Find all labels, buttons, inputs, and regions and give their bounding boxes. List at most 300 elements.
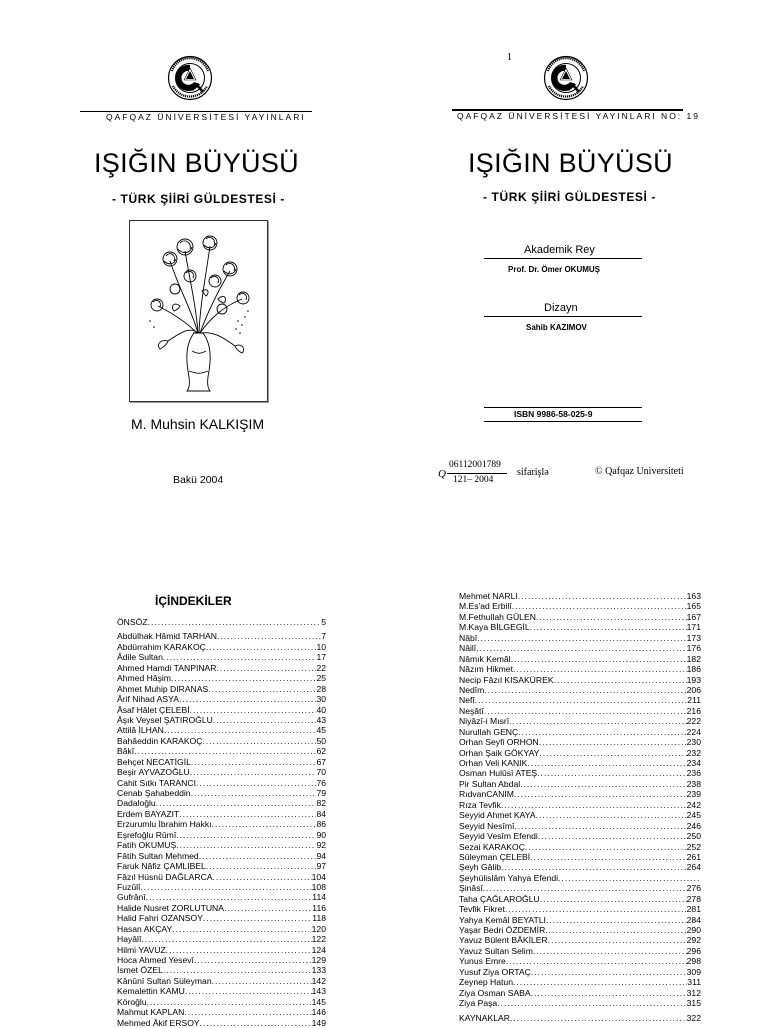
toc-entry-name: Nefî [459,695,475,706]
toc-entry-name: Fâzıl Hüsnü DAĞLARCA [117,871,213,882]
toc-leader-dots [206,642,317,652]
toc-leader-dots [134,746,316,756]
toc-leader-dots [505,904,687,914]
toc-entry-name: Eşrefoğlu Rûmî [117,829,177,840]
publisher-line: QAFQAZ ÜNİVERSİTESİ YAYINLARI NO: 19 [457,111,700,121]
toc-entry-page: 30 [316,694,326,705]
copyright: © Qafqaz Universiteti [595,466,684,477]
toc-leader-dots [484,706,687,716]
toc-entry [117,976,326,986]
toc-entry-page: 238 [686,778,701,789]
toc-entry-name: Kemalettin KAMU [117,986,185,997]
toc-entry-page: 143 [311,986,326,997]
toc-entry-name: Mehmed Âkif ERSOY [117,1017,200,1028]
toc-entry-page: 133 [311,965,326,976]
toc-entry-page: 90 [316,829,326,840]
toc-entry-name: Yunus Emre [459,956,506,967]
toc-leader-dots [213,872,312,882]
order-text: sifarişlə [517,467,549,478]
toc-leader-dots [164,725,317,735]
toc-entry-name: Fatih OKUMUŞ [117,840,177,851]
toc-leader-dots [506,956,687,966]
toc-entry-page: 276 [686,883,701,894]
toc-entry-page: 28 [316,683,326,694]
toc-entry-page: 62 [316,746,326,757]
toc-leader-dots [501,800,687,810]
toc-entry [459,779,701,789]
toc-entry [459,768,701,778]
toc-entry-name: Âdile Sultan [117,652,163,663]
toc-entry [117,736,326,746]
toc-entry [459,873,701,883]
toc-entry-name: Seyyid Ahmet KAYA [459,810,536,821]
toc-entry-page: 50 [316,735,326,746]
toc-entry [117,631,326,641]
toc-entry [117,809,326,819]
toc-leader-dots [163,965,312,975]
toc-entry [117,1007,326,1017]
toc-entry-page: 216 [686,705,701,716]
toc-right-column [459,591,701,1023]
toc-entry-page: 94 [316,850,326,861]
credit-rule [484,258,642,259]
toc-entry-page: 232 [686,747,701,758]
toc-entry-name: Faruk Nâfiz ÇAMLIBEL [117,861,206,872]
toc-entry-page: 284 [686,914,701,925]
toc-entry-page: 146 [311,1007,326,1018]
toc-leader-dots [140,882,311,892]
toc-entry [459,789,701,799]
toc-entry [459,967,701,977]
toc-leader-dots [203,736,317,746]
toc-entry-name: Gufrânî [117,892,146,903]
toc-leader-dots [184,1007,311,1017]
toc-entry-name: Hayâlî [117,934,142,945]
toc-entry-page: 82 [316,798,326,809]
toc-entry-page: 230 [686,737,701,748]
toc-entry [117,872,326,882]
toc-leader-dots [217,631,321,641]
toc-leader-dots [224,903,312,913]
toc-entry-page: 40 [316,704,326,715]
toc-entry-page: 118 [312,913,326,924]
toc-entry [459,904,701,914]
toc-entry-name: Necip Fâzıl KISAKÜREK [459,674,554,685]
toc-entry-page: 261 [686,851,701,862]
toc-entry [117,965,326,975]
toc-entry-page: 5 [321,617,326,627]
toc-leader-dots [539,737,687,747]
toc-entry [459,654,701,664]
toc-leader-dots [548,935,687,945]
toc-entry-name: Nâilî [459,643,477,654]
toc-leader-dots [527,758,686,768]
toc-entry-name: Halid Fahri OZANSOY [117,913,203,924]
toc-entry-name: Hilmi YAVUZ [117,944,166,955]
toc-leader-dots [525,842,687,852]
isbn-rule-bottom [484,421,642,422]
toc-entry-page: 167 [686,611,701,622]
toc-leader-dots [518,591,687,601]
credit-name-reviewer: Prof. Dr. Ömer OKUMUŞ [508,265,601,274]
toc-entry-name: Beşir AYVAZOĞLU [117,767,190,778]
toc-entry [117,652,326,662]
toc-entry [459,737,701,747]
flower-vase-illustration [129,220,268,402]
toc-leader-dots [514,821,686,831]
toc-entry-name: M.Es'ad Erbilî [459,601,512,612]
toc-leader-dots [536,612,687,622]
toc-entry-name: Bâkî [117,746,135,757]
toc-entry-name: Ziya Paşa [459,998,498,1009]
toc-entry [117,705,326,715]
toc-entry [117,617,326,627]
toc-entry-name: Rıza Tevfik [459,799,501,810]
toc-entry-name: Pir Sultan Abdal [459,778,521,789]
toc-leader-dots [475,695,688,705]
toc-entry-page: 246 [686,820,701,831]
toc-entry-name: Dadaloğlu [117,798,156,809]
toc-entry-name: Ârif Nihad ASYA [117,694,179,705]
catalog-code [438,460,513,490]
toc-entry-page: 242 [686,799,701,810]
place-year: Bakü 2004 [173,474,224,486]
toc-entry [117,684,326,694]
toc-entry [459,591,701,601]
publisher-line: QAFQAZ ÜNİVERSİTESİ YAYINLARI [106,112,306,122]
toc-entry-page: 22 [316,662,326,673]
toc-entry [117,840,326,850]
toc-leader-dots [199,851,317,861]
toc-entry [459,643,701,653]
toc-entry-name: Niyâzî-i Mısrî [459,716,510,727]
toc-entry-name: RıdvanCANIM [459,789,514,800]
toc-entry-page: 97 [316,861,326,872]
toc-leader-dots [179,809,316,819]
toc-leader-dots [163,652,317,662]
toc-entry [459,800,701,810]
toc-entry [117,767,326,777]
toc-entry-page: 67 [316,756,326,767]
toc-entry-page: 312 [686,987,701,998]
toc-entry-name: Şeyhülislâm Yahya Efendi [459,872,559,883]
toc-entry-name: Taha ÇAĞLAROĞLU [459,893,540,904]
toc-entry-page: 104 [311,871,326,882]
book-subtitle: - TÜRK ŞİİRİ GÜLDESTESİ - [483,190,657,204]
toc-entry-name: Fâtih Sultan Mehmed [117,850,199,861]
toc-entry-page: 70 [316,767,326,778]
toc-entry-page: 45 [316,725,326,736]
toc-leader-dots [176,840,316,850]
toc-entry-name: Nâbî [459,632,478,643]
toc-entry [459,1013,701,1023]
toc-entry [459,915,701,925]
toc-entry [117,746,326,756]
toc-entry [459,758,701,768]
toc-entry-page: 10 [316,641,326,652]
toc-entry-name: Erdem BAYAZIT [117,808,180,819]
toc-leader-dots [536,810,687,820]
toc-entry-name: Hasan AKÇAY [117,923,173,934]
toc-entry-page: 298 [686,956,701,967]
toc-entry [459,998,701,1008]
toc-entry [117,642,326,652]
toc-entry-page: 92 [316,840,326,851]
toc-entry-name: Yahya Kemâl BEYATLI [459,914,546,925]
toc-entry-name: Şinâsî [459,883,483,894]
toc-entry-name: Nurullah GENÇ [459,726,519,737]
toc-entry-name: Mahmut KAPLAN [117,1007,185,1018]
toc-entry [117,903,326,913]
toc-leader-dots [200,1018,312,1028]
toc-leader-dots [537,768,686,778]
toc-entry-page: 171 [686,622,701,633]
toc-entry [459,810,701,820]
toc-entry [459,862,701,872]
toc-entry [459,675,701,685]
toc-leader-dots [514,789,687,799]
toc-entry [459,852,701,862]
toc-entry-name: Hoca Ahmed Yesevî [117,955,194,965]
toc-entry-name: Yusuf Ziya ORTAÇ [459,966,531,977]
toc-entry-name: Cahit Sıtkı TARANCI [117,777,196,788]
toc-leader-dots [513,664,687,674]
isbn-rule-top [484,407,642,408]
toc-entry-name: M.Kaya BİLGEGİL [459,622,530,633]
toc-entry-page: 173 [686,632,701,643]
toc-leader-dots [146,892,313,902]
toc-entry-name: Osman Hulûsî ATEŞ [459,768,538,779]
toc-entry-page: 211 [687,695,701,706]
toc-entry-page: 116 [312,902,326,913]
toc-entry-page: 311 [687,977,701,988]
toc-entry [459,706,701,716]
author-name: M. Muhsin KALKIŞIM [131,416,265,432]
toc-entry-name: Fuzûlî [117,881,141,892]
toc-entry-page: 309 [686,966,701,977]
toc-entry [117,798,326,808]
toc-entry [117,892,326,902]
toc-leader-dots [141,934,311,944]
toc-entry [459,633,701,643]
toc-leader-dots [217,663,317,673]
toc-entry-page: 193 [686,674,701,685]
toc-entry-name: İsmet ÖZEL [117,965,163,976]
toc-entry-page: 120 [311,923,326,934]
toc-entry-page: 84 [316,808,326,819]
toc-leader-dots [554,675,687,685]
toc-leader-dots [497,998,686,1008]
toc-entry-name: Mehmet NARLI [459,591,518,601]
toc-entry [459,664,701,674]
toc-entry-name: Bahâeddin KARAKOÇ [117,735,203,746]
toc-left-column [117,617,326,1028]
toc-entry-name: Zeynep Hatun [459,977,513,988]
toc-entry-page: 234 [686,758,701,768]
toc-leader-dots [203,913,312,923]
toc-leader-dots [476,643,686,653]
toc-entry-name: Neşâtî [459,705,484,716]
toc-entry [117,913,326,923]
toc-entry [459,622,701,632]
book-subtitle: - TÜRK ŞİİRİ GÜLDESTESİ - [112,192,286,206]
toc-entry [459,716,701,726]
toc-entry-page: 292 [686,935,701,946]
toc-entry [117,757,326,767]
toc-entry-name: Ahmed Hamdi TANPINAR [117,662,217,673]
toc-entry-page: 206 [686,684,701,695]
isbn: ISBN 9986-58-025-9 [514,409,593,419]
catalog-numerator: 06112001789 [449,460,501,470]
toc-entry [117,851,326,861]
toc-leader-dots [166,945,312,955]
toc-entry [459,925,701,935]
toc-entry-name: Tevfik Fikret [459,904,505,915]
toc-entry-name: Nedîm [459,684,485,695]
toc-entry [459,842,701,852]
toc-entry-name: Ziya Osman SABA [459,987,531,998]
toc-entry-page: 236 [686,768,701,779]
toc-entry [459,727,701,737]
toc-leader-dots [212,819,317,829]
toc-entry-page: 163 [686,591,701,601]
toc-entry-name: M.Fethullah GÜLEN [459,611,536,622]
toc-leader-dots [511,654,687,664]
toc-entry-name: Ahmet Muhip DIRANAS [117,683,209,694]
toc-entry-name: Ahmed Hâşim [117,673,171,684]
book-title: IŞIĞIN BÜYÜSÜ [468,148,673,178]
toc-entry-name: Erzurumlu İbrahim Hakkı [117,819,212,830]
toc-leader-dots [540,894,687,904]
toc-entry-name: Âsaf Hâlet ÇELEBİ [117,704,190,715]
toc-entry-page: 129 [311,955,326,965]
toc-leader-dots [196,778,316,788]
toc-entry-page: 224 [686,726,701,737]
toc-entry [459,601,701,611]
toc-entry-name: KAYNAKLAR [459,1012,510,1023]
toc-leader-dots [190,705,317,715]
page-number: 1 [507,52,512,63]
toc-entry-page: 264 [686,862,701,873]
toc-entry-name: Behçet NECATİGİL [117,756,191,767]
toc-entry-page: 165 [686,601,701,612]
toc-entry [117,830,326,840]
toc-leader-dots [509,716,687,726]
toc-entry [117,778,326,788]
toc-entry-page: 79 [316,788,326,798]
toc-entry-name: Halide Nusret ZORLUTUNA [117,902,224,913]
toc-entry [117,924,326,934]
toc-leader-dots [208,684,316,694]
toc-leader-dots [558,873,701,883]
logo-year: 1993 [561,87,571,92]
toc-entry-page: 17 [316,652,326,663]
toc-entry-page: 250 [686,831,701,842]
toc-leader-dots [530,852,686,862]
toc-entry [117,945,326,955]
toc-entry-page: 322 [686,1012,701,1023]
toc-leader-dots [531,988,687,998]
toc-entry-name: Orhan Veli KANIK [459,758,528,768]
toc-entry-name: Şeyh Gâlib [459,862,502,873]
toc-leader-dots [172,924,311,934]
toc-entry-page: 124 [311,944,326,955]
toc-entry-page: 108 [311,881,326,892]
toc-entry-name: Orhan Şaik GÖKYAY [459,747,540,758]
toc-entry-page: 114 [312,892,326,903]
toc-entry-page: 239 [686,789,701,800]
toc-leader-dots [212,976,312,986]
toc-leader-dots [484,685,686,695]
toc-entry-name: Orhan Seyfi ORHON [459,737,539,748]
toc-entry-name: Sezai KARAKOÇ [459,841,525,852]
toc-entry [117,1018,326,1028]
toc-leader-dots [191,757,317,767]
toc-entry-name: Âşık Veysel ŞATIROĞLU [117,714,213,725]
catalog-denominator: 121– 2004 [453,475,494,485]
credit-label-design: Dizayn [544,302,578,314]
toc-entry [117,955,326,965]
toc-entry-name: Nâzım Hikmet [459,664,513,675]
toc-entry-page: 222 [686,716,701,727]
toc-entry-name: ÖNSÖZ [117,617,148,627]
toc-leader-dots [179,694,317,704]
toc-entry-page: 176 [686,643,701,654]
toc-entry [117,663,326,673]
toc-entry [117,694,326,704]
credit-label-reviewer: Akademik Rey [524,244,595,256]
toc-entry [117,788,326,798]
toc-entry [117,861,326,871]
toc-entry-page: 76 [316,777,326,788]
toc-entry-name: Attilâ İLHAN [117,725,164,736]
toc-leader-dots [538,831,687,841]
toc-entry [117,725,326,735]
university-seal-icon [167,55,213,101]
toc-entry-name: Nâmık Kemâl [459,653,511,664]
credit-name-design: Sahib KAZIMOV [526,323,587,332]
toc-entry-name: Köroğlu [117,996,147,1007]
toc-entry [117,819,326,829]
catalog-prefix: Q [438,468,446,480]
toc-leader-dots [518,727,686,737]
toc-leader-dots [545,925,686,935]
toc-entry-name: Seyyid Vesîm Efendi [459,831,538,842]
toc-entry [117,934,326,944]
toc-entry-name: Abdürrahim KARAKOÇ [117,641,206,652]
toc-entry [117,882,326,892]
toc-entry-name: Kânûnî Sultan Süleyman [117,975,212,986]
toc-entry-page: 245 [686,810,701,821]
toc-entry-page: 149 [311,1017,326,1028]
toc-leader-dots [147,997,312,1007]
toc-entry-page: 43 [316,714,326,725]
toc-entry [459,894,701,904]
toc-leader-dots [194,955,312,965]
toc-entry-name: Yavuz Sultan Selim [459,945,533,956]
toc-heading: İÇİNDEKİLER [155,594,232,608]
toc-entry-page: 252 [686,841,701,852]
toc-leader-dots [477,633,687,643]
toc-leader-dots [510,1013,687,1023]
toc-entry-name: Seyyid Nesîmî [459,820,515,831]
toc-entry [117,986,326,996]
toc-entry-page: 182 [686,653,701,664]
toc-entry-page: 290 [686,925,701,935]
toc-entry [459,821,701,831]
toc-leader-dots [531,967,687,977]
toc-entry [117,673,326,683]
